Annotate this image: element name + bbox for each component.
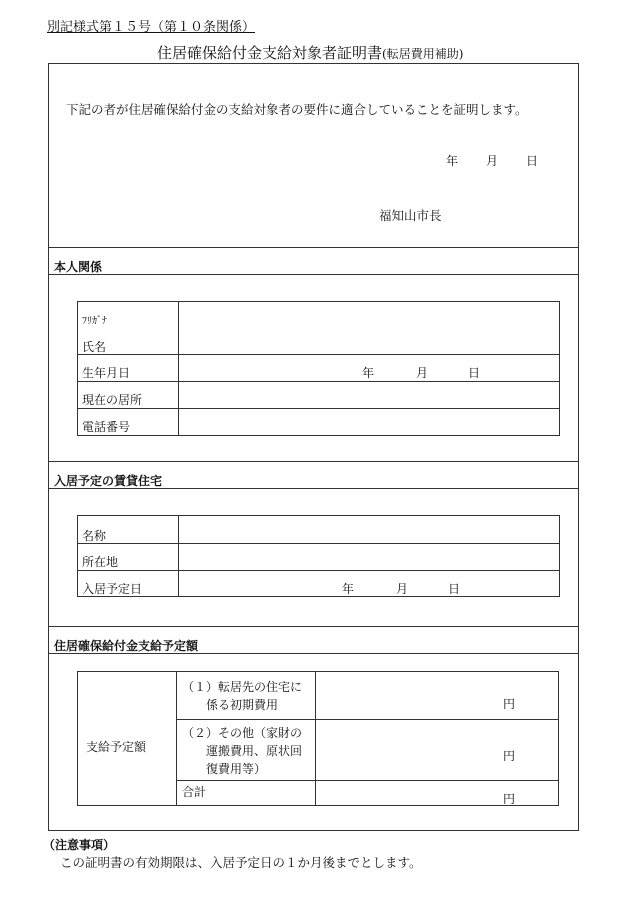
move-in-year: 年 xyxy=(342,582,355,596)
issuer: 福知山市長 xyxy=(379,208,442,223)
title-sub: (転居費用補助) xyxy=(382,47,464,61)
row-divider xyxy=(78,408,559,409)
yen-unit-other: 円 xyxy=(503,749,516,763)
address-label: 現在の居所 xyxy=(82,393,143,407)
divider xyxy=(48,274,579,275)
row-divider xyxy=(78,381,559,382)
divider xyxy=(48,653,579,654)
payment-label: 支給予定額 xyxy=(86,740,147,754)
row-divider xyxy=(78,570,559,571)
divider xyxy=(48,461,579,462)
column-divider xyxy=(178,302,179,435)
personal-info-table xyxy=(77,301,560,436)
section-heading-rental: 入居予定の賃貸住宅 xyxy=(54,474,163,488)
rental-name-label: 名称 xyxy=(82,529,107,543)
notes-heading: （注意事項） xyxy=(43,838,116,852)
document-title xyxy=(157,42,463,63)
rental-info-table xyxy=(77,515,560,597)
rental-location-label: 所在地 xyxy=(82,555,119,569)
other-cost-line1: （２）その他（家財の xyxy=(182,726,303,740)
row-divider xyxy=(176,780,558,781)
move-in-month: 月 xyxy=(396,582,409,596)
birthdate-label: 生年月日 xyxy=(82,366,131,380)
row-divider xyxy=(78,354,559,355)
divider xyxy=(48,626,579,627)
yen-unit-initial: 円 xyxy=(503,697,516,711)
column-divider xyxy=(178,516,179,596)
date-day: 日 xyxy=(526,154,539,168)
initial-cost-line2: 係る初期費用 xyxy=(206,698,279,712)
other-cost-line3: 復費用等） xyxy=(206,762,267,776)
name-label: 氏名 xyxy=(82,340,107,354)
initial-cost-line1: （１）転居先の住宅に xyxy=(182,680,303,694)
statement: 下記の者が住居確保給付金の支給対象者の要件に適合していることを証明します。 xyxy=(66,102,528,117)
total-label: 合計 xyxy=(182,785,207,799)
column-divider xyxy=(176,672,177,805)
payment-table xyxy=(77,671,559,806)
column-divider xyxy=(315,672,316,805)
date-year: 年 xyxy=(446,154,459,168)
divider xyxy=(48,247,579,248)
birth-day: 日 xyxy=(468,366,481,380)
section-heading-payment: 住居確保給付金支給予定額 xyxy=(54,639,199,653)
date-month: 月 xyxy=(486,154,499,168)
move-in-date-label: 入居予定日 xyxy=(82,582,143,596)
move-in-day: 日 xyxy=(448,582,461,596)
notes-text: この証明書の有効期限は、入居予定日の１か月後までとします。 xyxy=(60,855,422,870)
other-cost-line2: 運搬費用、原状回 xyxy=(206,744,303,758)
phone-label: 電話番号 xyxy=(82,420,131,434)
form-number: 別記様式第１５号（第１０条関係） xyxy=(47,20,256,35)
row-divider xyxy=(176,719,558,720)
title-main: 住居確保給付金支給対象者証明書 xyxy=(157,44,383,62)
row-divider xyxy=(78,543,559,544)
yen-unit-total: 円 xyxy=(503,792,516,806)
section-heading-personal: 本人関係 xyxy=(54,260,103,274)
birth-month: 月 xyxy=(416,366,429,380)
furigana-label: ﾌﾘｶﾞﾅ xyxy=(82,316,107,327)
divider xyxy=(48,488,579,489)
birth-year: 年 xyxy=(362,366,375,380)
